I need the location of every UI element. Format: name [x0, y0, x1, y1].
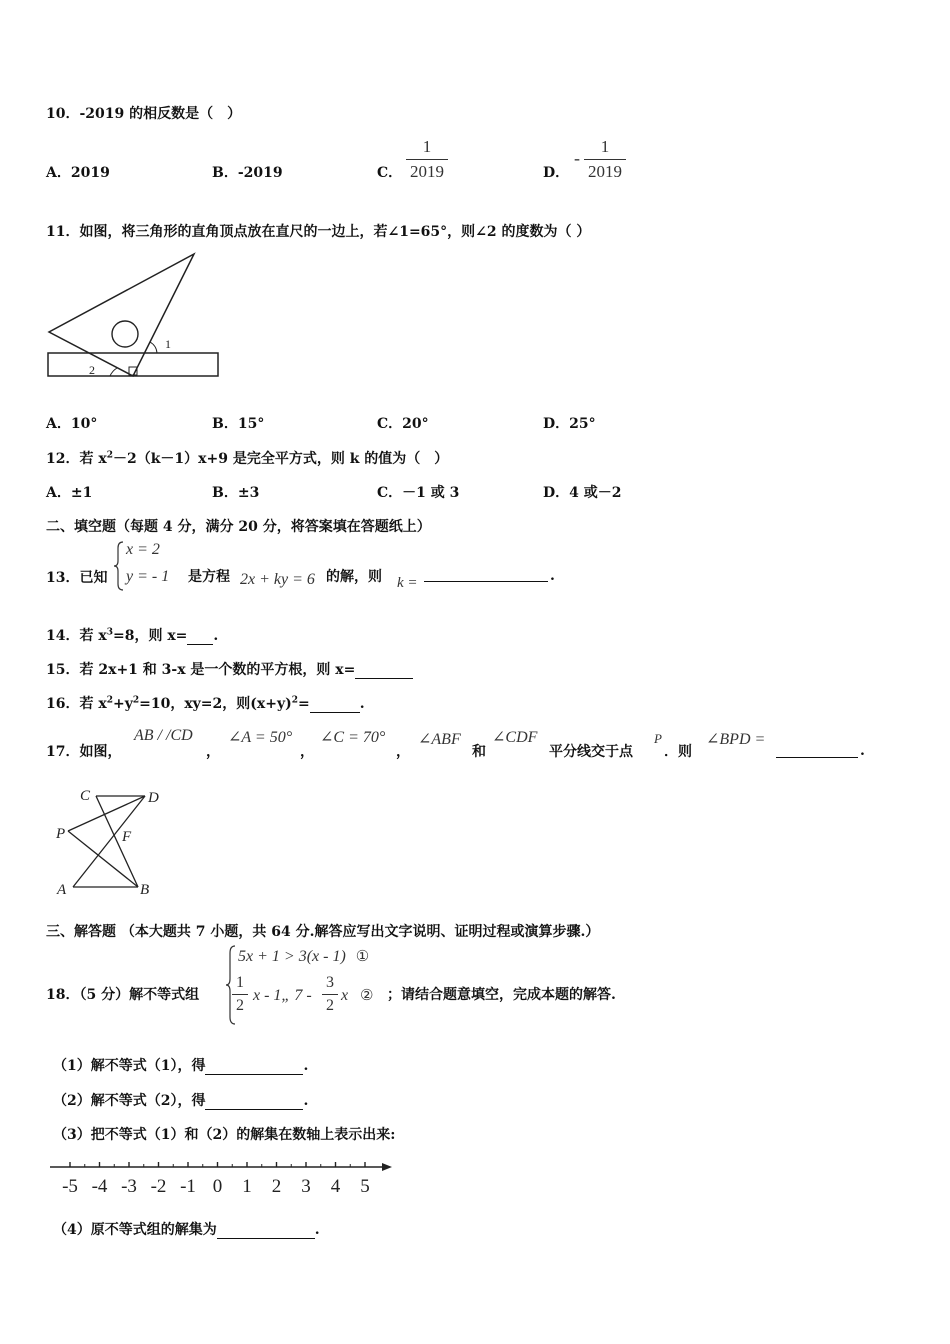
q18-step2-dot: .	[303, 1093, 309, 1109]
q16-stem	[46, 693, 365, 713]
q18-fraction-half	[232, 974, 248, 1015]
section2-heading: 二、填空题（每题 4 分，满分 20 分，将答案填在答题纸上）	[46, 519, 431, 535]
q10-option-b-text: -2019	[237, 165, 283, 181]
q18-step1-text: （1）解不等式（1），得	[53, 1058, 206, 1074]
q13-answer-blank[interactable]	[424, 581, 548, 582]
fraction-numerator: 3	[326, 974, 334, 991]
q11-stem: 11．如图，将三角形的直角顶点放在直尺的一边上，若∠1=65°，则∠2 的度数为（ ）	[46, 224, 591, 240]
q14-b: =8，则 x=	[112, 628, 188, 644]
q11-option-c[interactable]: C．20°	[377, 416, 429, 432]
q18-prefix: 18．（5 分）解不等式组	[46, 987, 200, 1003]
q13-end: .	[550, 568, 555, 584]
q12-option-c[interactable]: C．－1 或 3	[377, 485, 460, 501]
q18-step3: （3）把不等式（1）和（2）的解集在数轴上表示出来:	[53, 1127, 396, 1143]
q17-math-cdf: ∠CDF	[492, 729, 538, 746]
number-line-label: -5	[62, 1176, 78, 1197]
q17-point-p: P	[654, 731, 662, 746]
number-line	[46, 1156, 398, 1200]
q17-and: 和	[472, 744, 486, 760]
q12-stem-a: 12．若 x	[46, 451, 107, 467]
label-a: A	[57, 882, 67, 898]
q12-option-b[interactable]: B．±3	[212, 485, 260, 501]
q16-a: 16．若 x	[46, 696, 107, 712]
number-line-label: 0	[212, 1176, 223, 1197]
q10-option-a-label: A．	[46, 165, 71, 181]
q15-stem	[46, 659, 413, 679]
number-line-label: 2	[271, 1176, 282, 1197]
number-line-label: -2	[150, 1176, 167, 1197]
q14-stem	[46, 625, 218, 645]
q14-answer-blank[interactable]	[187, 628, 213, 645]
q10-option-c-label[interactable]: C．	[377, 165, 403, 181]
q12-stem-b: －2（k－1）x+9 是完全平方式，则 k 的值为（ ）	[112, 451, 449, 467]
q18-suffix: ；请结合题意填空，完成本题的解答.	[387, 987, 616, 1003]
q10-option-a[interactable]	[46, 162, 110, 182]
q18-step1-dot: .	[303, 1058, 309, 1074]
fraction-bar	[406, 159, 448, 160]
q18-step4-dot: .	[314, 1222, 320, 1238]
fraction-denominator: 2	[326, 997, 334, 1014]
fraction-numerator: 1	[236, 974, 244, 991]
q12-option-a[interactable]: A．±1	[46, 485, 93, 501]
label-c: C	[80, 788, 91, 804]
q12-option-d[interactable]: D．4 或－2	[543, 485, 622, 501]
q17-figure	[52, 783, 170, 899]
number-line-label: 3	[301, 1176, 311, 1197]
q18-inequality1	[238, 947, 369, 966]
q10-option-b[interactable]	[212, 162, 283, 182]
number-line-label: 5	[360, 1176, 370, 1197]
q13-k: k =	[397, 575, 418, 591]
q17-answer-blank[interactable]	[776, 757, 858, 758]
label-b: B	[140, 882, 150, 898]
section3-heading: 三、解答题 （本大题共 7 小题，共 64 分.解答应写出文字说明、证明过程或演算步骤.）	[46, 924, 600, 940]
q18-step4	[53, 1219, 320, 1239]
q14-a: 14．若 x	[46, 628, 107, 644]
q13-suffix: 的解，则	[326, 569, 382, 585]
q18-step4-blank[interactable]	[217, 1222, 315, 1239]
q17-math-angle-c: ∠C = 70°	[320, 729, 386, 746]
q14-end: .	[213, 628, 219, 644]
angle2-arc	[110, 368, 117, 376]
fraction-denominator: 2	[236, 997, 244, 1014]
number-line-arrow	[382, 1163, 392, 1171]
system-brace	[113, 540, 125, 592]
q16-sup3: 2	[291, 695, 299, 706]
number-line-label: 4	[330, 1176, 341, 1197]
q18-step1	[53, 1055, 308, 1075]
q10-option-d-label[interactable]: D．	[543, 165, 570, 181]
q18-inequality2-b: x	[341, 987, 349, 1004]
q13-system-line1: x = 2	[126, 541, 160, 558]
q17-sep3: ，	[396, 744, 410, 760]
q14-sup: 3	[106, 627, 113, 638]
q16-answer-blank[interactable]	[310, 696, 360, 713]
segment-cb	[96, 796, 138, 887]
q10-option-c-fraction	[406, 137, 448, 182]
q12-stem-sup: 2	[106, 450, 113, 461]
angle1-arc	[150, 342, 157, 353]
q18-fraction-three-halves	[322, 974, 338, 1015]
q16-end: .	[359, 696, 365, 712]
ruler-shape	[48, 353, 218, 376]
number-line-label: -3	[121, 1176, 137, 1197]
q10-option-d-sign: -	[574, 148, 580, 168]
angle2-label: 2	[89, 363, 95, 377]
triangle-hole	[112, 321, 138, 347]
q18-step4-text: （4）原不等式组的解集为	[53, 1222, 217, 1238]
q13-equation: 2x + ky = 6	[240, 571, 315, 588]
q11-option-b[interactable]: B．15°	[212, 416, 265, 432]
q16-sup2: 2	[132, 695, 140, 706]
q17-mid: 平分线交于点	[549, 744, 633, 760]
label-f: F	[122, 829, 132, 845]
q15-answer-blank[interactable]	[355, 662, 413, 679]
q16-b: +y	[112, 696, 133, 712]
number-line-label: 1	[242, 1176, 252, 1197]
circled-two: ②	[360, 988, 374, 1004]
angle1-label: 1	[165, 337, 171, 351]
label-d: D	[148, 790, 159, 806]
q11-option-d[interactable]: D．25°	[543, 416, 596, 432]
fraction-bar	[322, 994, 338, 995]
fraction-denominator: 2019	[588, 162, 622, 181]
triangle-shape	[49, 254, 194, 376]
q13-prefix: 13．已知	[46, 570, 108, 586]
q16-d: =	[298, 696, 310, 712]
fraction-numerator: 1	[600, 137, 610, 156]
q10-option-b-label: B．	[212, 165, 238, 181]
fraction-bar	[232, 994, 248, 995]
q18-step2-blank[interactable]	[205, 1093, 303, 1110]
q17-sep1: ，	[206, 744, 220, 760]
q16-c: =10，xy=2，则(x+y)	[139, 696, 292, 712]
q17-math-abf: ∠ABF	[418, 731, 461, 748]
q18-inequality2-a: x - 1„ 7 -	[253, 987, 312, 1004]
number-line-label: -4	[91, 1176, 108, 1197]
q18-step2	[53, 1090, 308, 1110]
q15-text: 15．若 2x+1 和 3-x 是一个数的平方根，则 x=	[46, 662, 356, 678]
q18-step2-text: （2）解不等式（2），得	[53, 1093, 206, 1109]
q13-system-line2: y = - 1	[126, 568, 170, 585]
q17-sep2: ，	[300, 744, 314, 760]
fraction-bar	[584, 159, 626, 160]
number-line-label: -1	[180, 1176, 196, 1197]
q10-stem: 10．-2019 的相反数是（ ）	[46, 106, 242, 122]
q17-math-parallel: AB / /CD	[134, 727, 193, 744]
segment-da	[73, 796, 145, 887]
q18-step1-blank[interactable]	[205, 1058, 303, 1075]
q11-figure	[44, 250, 224, 382]
q12-stem	[46, 448, 448, 468]
q17-prefix: 17．如图，	[46, 744, 122, 760]
label-p: P	[56, 826, 66, 842]
circled-one: ①	[355, 949, 370, 965]
fraction-denominator: 2019	[410, 162, 444, 181]
q16-sup1: 2	[106, 695, 113, 706]
q17-math-bpd: ∠BPD =	[706, 731, 766, 748]
q17-then: ．则	[664, 744, 692, 760]
q17-math-angle-a: ∠A = 50°	[228, 729, 293, 746]
q11-option-a[interactable]: A．10°	[46, 416, 98, 432]
q10-option-a-text: 2019	[70, 165, 110, 181]
q13-mid: 是方程	[188, 569, 230, 585]
q18-inequality1-text: 5x + 1 > 3(x - 1)	[238, 948, 346, 965]
q10-option-d-fraction	[584, 137, 626, 182]
q17-end: .	[860, 743, 865, 759]
fraction-numerator: 1	[422, 137, 432, 156]
